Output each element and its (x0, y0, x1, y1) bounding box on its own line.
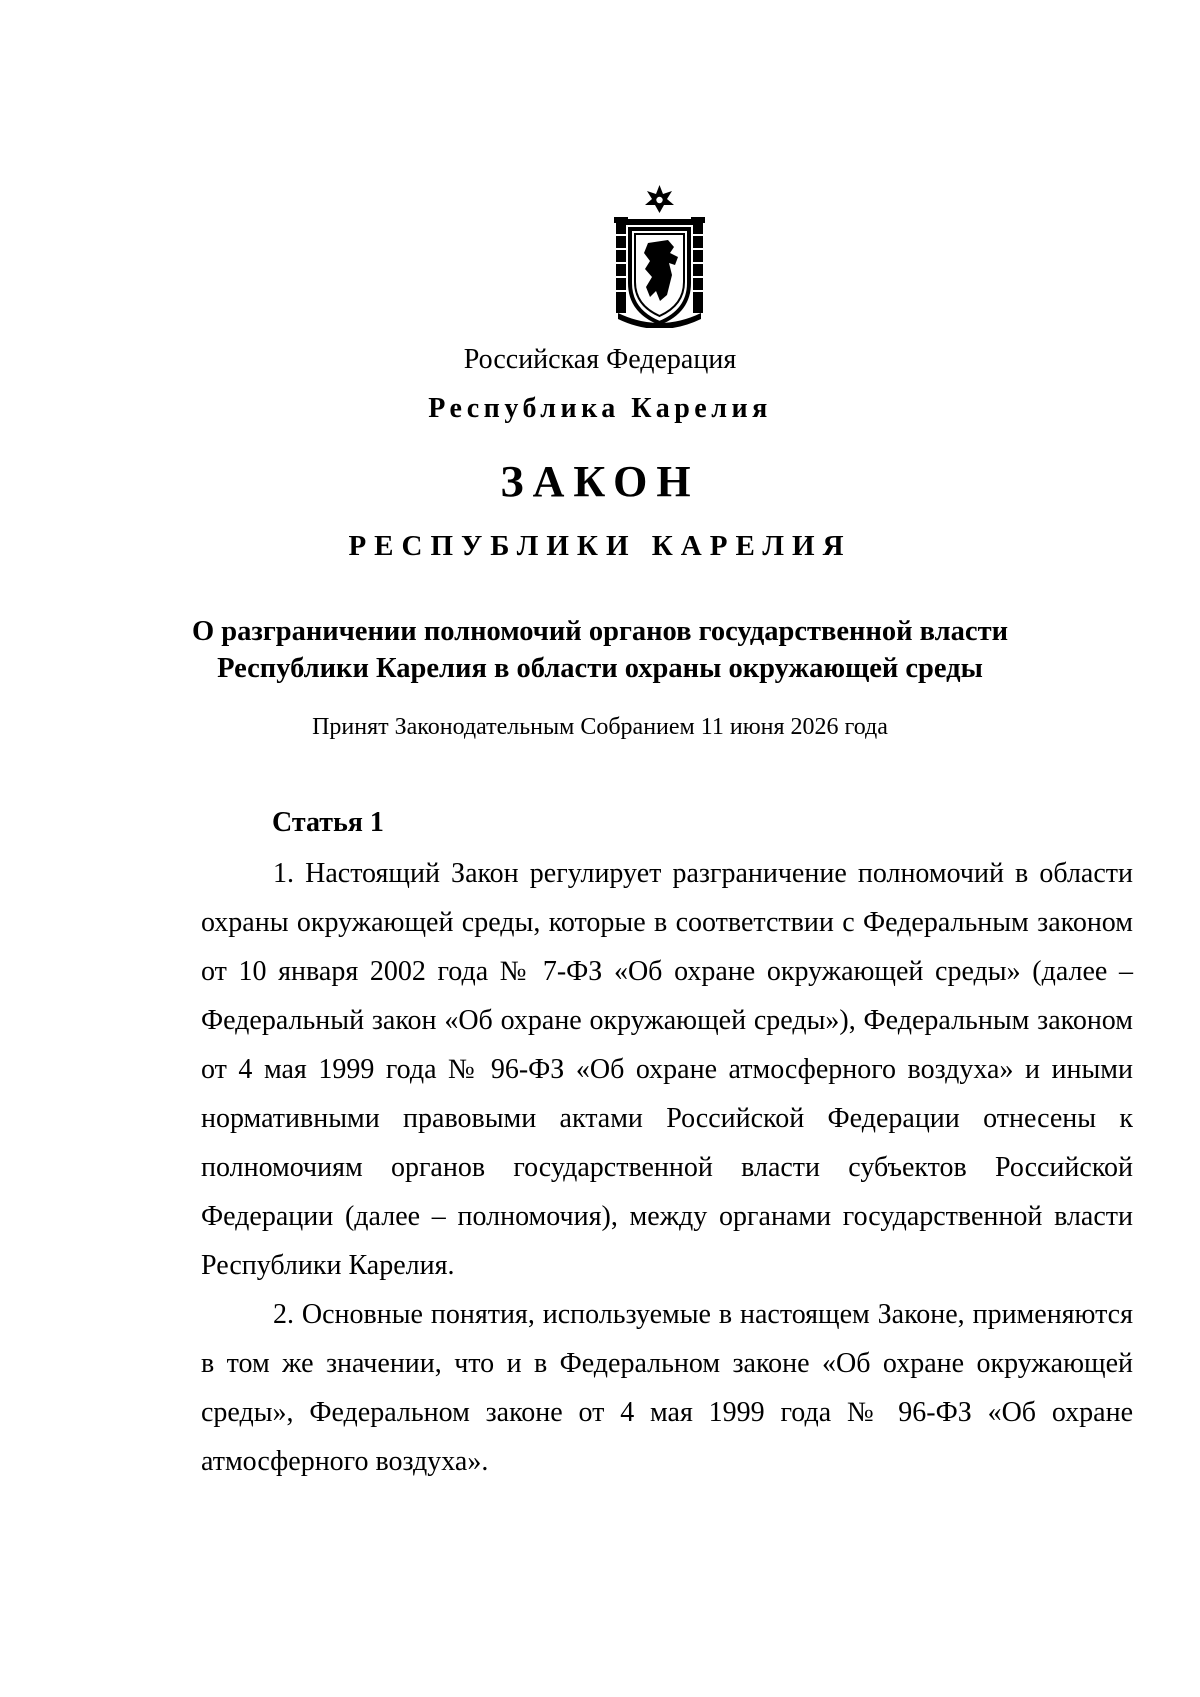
law-title-line-2: Республики Карелия в области охраны окружающей среды (217, 653, 983, 684)
country-name: Российская Федерация (463, 344, 737, 375)
article-heading: Статья 1 (272, 807, 384, 838)
article-paragraph-1: 1. Настоящий Закон регулирует разграничение полномочий в области охраны окружающей среды, которые в соответствии с Федеральным законом от 10 января 2002 года № 7-ФЗ «Об охране окружающей среды» (далее – Федеральный закон «Об охране окружающей среды»), Федеральным законом от 4 мая 1999 года № 96-ФЗ «Об охране атмосферного воздуха» и иными нормативными правовыми актами Российской Федерации отнесены к полномочиям органов государственной власти субъектов Российской Федерации (далее – полномочия), между органами государственной власти Республики Карелия. (201, 858, 1133, 1281)
article-paragraph-2: 2. Основные понятия, используемые в настоящем Законе, применяются в том же значении, что и в Федеральном законе «Об охране окружающей среды», Федеральном законе от 4 мая 1999 года № 96-ФЗ «Об охране атмосферного воздуха». (201, 1299, 1133, 1477)
coat-of-arms-icon (612, 183, 707, 328)
document-type-heading: ЗАКОН (500, 457, 700, 506)
law-title-line-1: О разграничении полномочий органов государственной власти (192, 616, 1008, 647)
republic-name: Республика Карелия (428, 393, 772, 424)
law-title (0, 613, 1200, 687)
adoption-note: Принят Законодательным Собранием 11 июня 2026 года (312, 714, 888, 740)
document-issuer-heading: РЕСПУБЛИКИ КАРЕЛИЯ (348, 530, 852, 562)
